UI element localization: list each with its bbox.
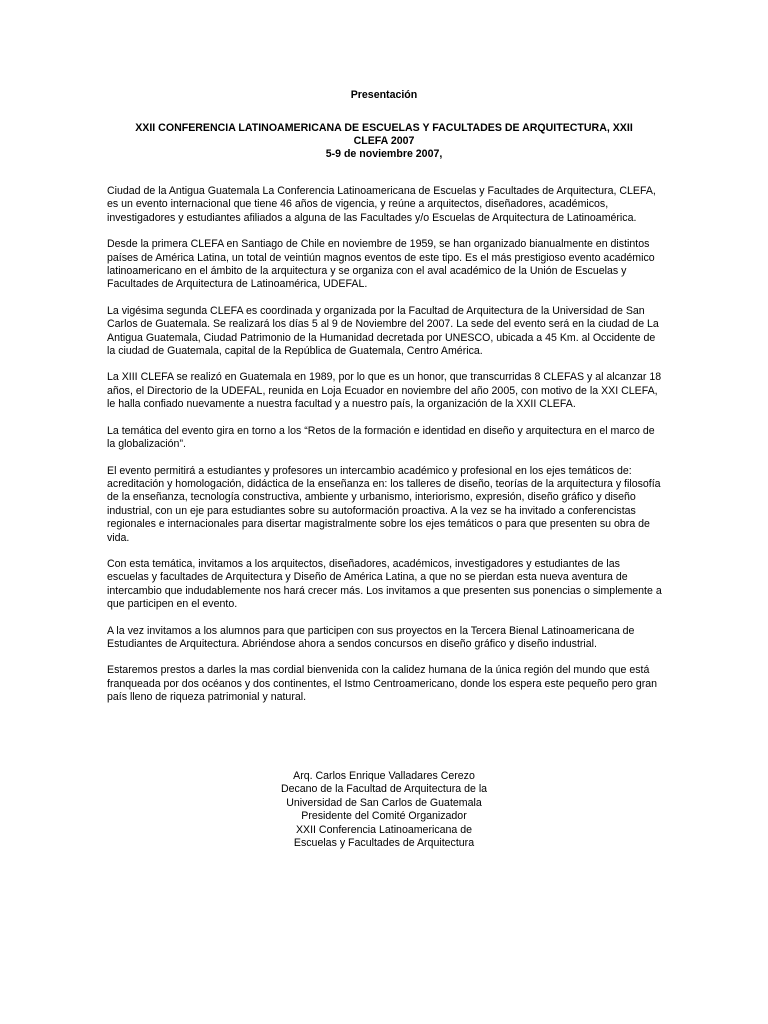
paragraph-organization: La vigésima segunda CLEFA es coordinada y organizada por la Facultad de Arquitectura de la Universidad de San Carlos de Guatemala. Se realizará los días 5 al 9 de Noviembre del 2007. La sede del evento será en la ciudad de La Antigua Guatemala, Ciudad Patrimonio de la Humanidad decretada por UNESCO, ubicada a 45 Km. al Occidente de la ciudad de Guatemala, capital de la República de Guatemala, Centro América. — [107, 304, 659, 358]
conference-title-line1: XXII CONFERENCIA LATINOAMERICANA DE ESCUELAS Y FACULTADES DE ARQUITECTURA, XXII — [135, 122, 633, 134]
signature-name: Arq. Carlos Enrique Valladares Cerezo — [293, 770, 475, 782]
body-text — [107, 185, 663, 718]
paragraph-exchange: El evento permitirá a estudiantes y profesores un intercambio académico y profesional en los ejes temáticos de: acreditación y homologación, didáctica de la enseñanza en: los talleres de diseño, teorías de la arquitectura y filosofía de la enseñanza, tecnología constructiva, ambiente y urbanismo, interiorismo, expresión, diseño gráfico y diseño industrial, con un eje para estudiantes sobre su autoformación proactiva. A la vez se ha invitado a conferencistas regionales e internacionales para disertar magistralmente sobre los ejes temáticos o para que presenten su obra de vida. — [107, 464, 661, 544]
signature-line: Decano de la Facultad de Arquitectura de la — [280, 783, 488, 796]
signature-line: Escuelas y Facultades de Arquitectura — [293, 837, 475, 850]
section-title: Presentación — [350, 89, 418, 101]
conference-heading — [110, 122, 658, 161]
signature-line: XXII Conferencia Latinoamericana de — [295, 823, 473, 836]
conference-title-line2: CLEFA 2007 — [353, 135, 415, 147]
signature-line: Universidad de San Carlos de Guatemala — [286, 796, 482, 809]
paragraph-xiii-clefa: La XIII CLEFA se realizó en Guatemala en 1989, por lo que es un honor, que transcurridas 8 CLEFAS y al alcanzar 18 años, el Directorio de la UDEFAL, reunida en Loja Ecuador en noviembre del año 2005, con motivo de la XXI CLEFA, le halla confiado nuevamente a nuestra facultad y a nuestro país, la organización de la XXII CLEFA. — [107, 371, 662, 411]
paragraph-intro: Ciudad de la Antigua Guatemala La Conferencia Latinoamericana de Escuelas y Facultades de Arquitectura, CLEFA, es un evento internacional que tiene 46 años de vigencia, y reúne a arquitectos, diseñadores, académicos, investigadores y estudiantes afiliados a alguna de las Facultades y/o Escuelas de Arquitectura de Latinoamérica. — [107, 185, 656, 224]
conference-dates: 5-9 de noviembre 2007, — [325, 148, 443, 160]
signature-line: Presidente del Comité Organizador — [301, 810, 467, 823]
paragraph-welcome: Estaremos prestos a darles la mas cordial bienvenida con la calidez humana de la única región del mundo que está franqueada por dos océanos y dos continentes, el Istmo Centroamericano, donde los espera este pequeño pero gran país lleno de riqueza patrimonial y natural. — [107, 664, 658, 704]
paragraph-theme: La temática del evento gira en torno a los “Retos de la formación e identidad en diseño y arquitectura en el marco de la globalización”. — [107, 424, 655, 451]
paragraph-bienal: A la vez invitamos a los alumnos para que participen con sus proyectos en la Tercera Bienal Latinoamericana de Estudiantes de Arquitectura. Abriéndose ahora a sendos concursos en diseño gráfico y diseño industrial. — [107, 624, 635, 650]
paragraph-invitation: Con esta temática, invitamos a los arquitectos, diseñadores, académicos, investigadores y estudiantes de las escuelas y facultades de Arquitectura y Diseño de América Latina, a que no se pierdan esta nueva aventura de intercambio que indudablemente nos hará crecer más. Los invitamos a que presenten sus ponencias o simplemente a que participen en el evento. — [107, 557, 662, 611]
signature-block — [180, 770, 588, 850]
paragraph-history: Desde la primera CLEFA en Santiago de Chile en noviembre de 1959, se han organizado bianualmente en distintos países de América Latina, un total de veintiún magnos eventos de este tipo. Es el más prestigioso evento académico latinoamericano en el ámbito de la arquitectura y se organiza con el aval académico de la Unión de Escuelas y Facultades de Arquitectura de Latinoamérica, UDEFAL. — [107, 238, 655, 291]
